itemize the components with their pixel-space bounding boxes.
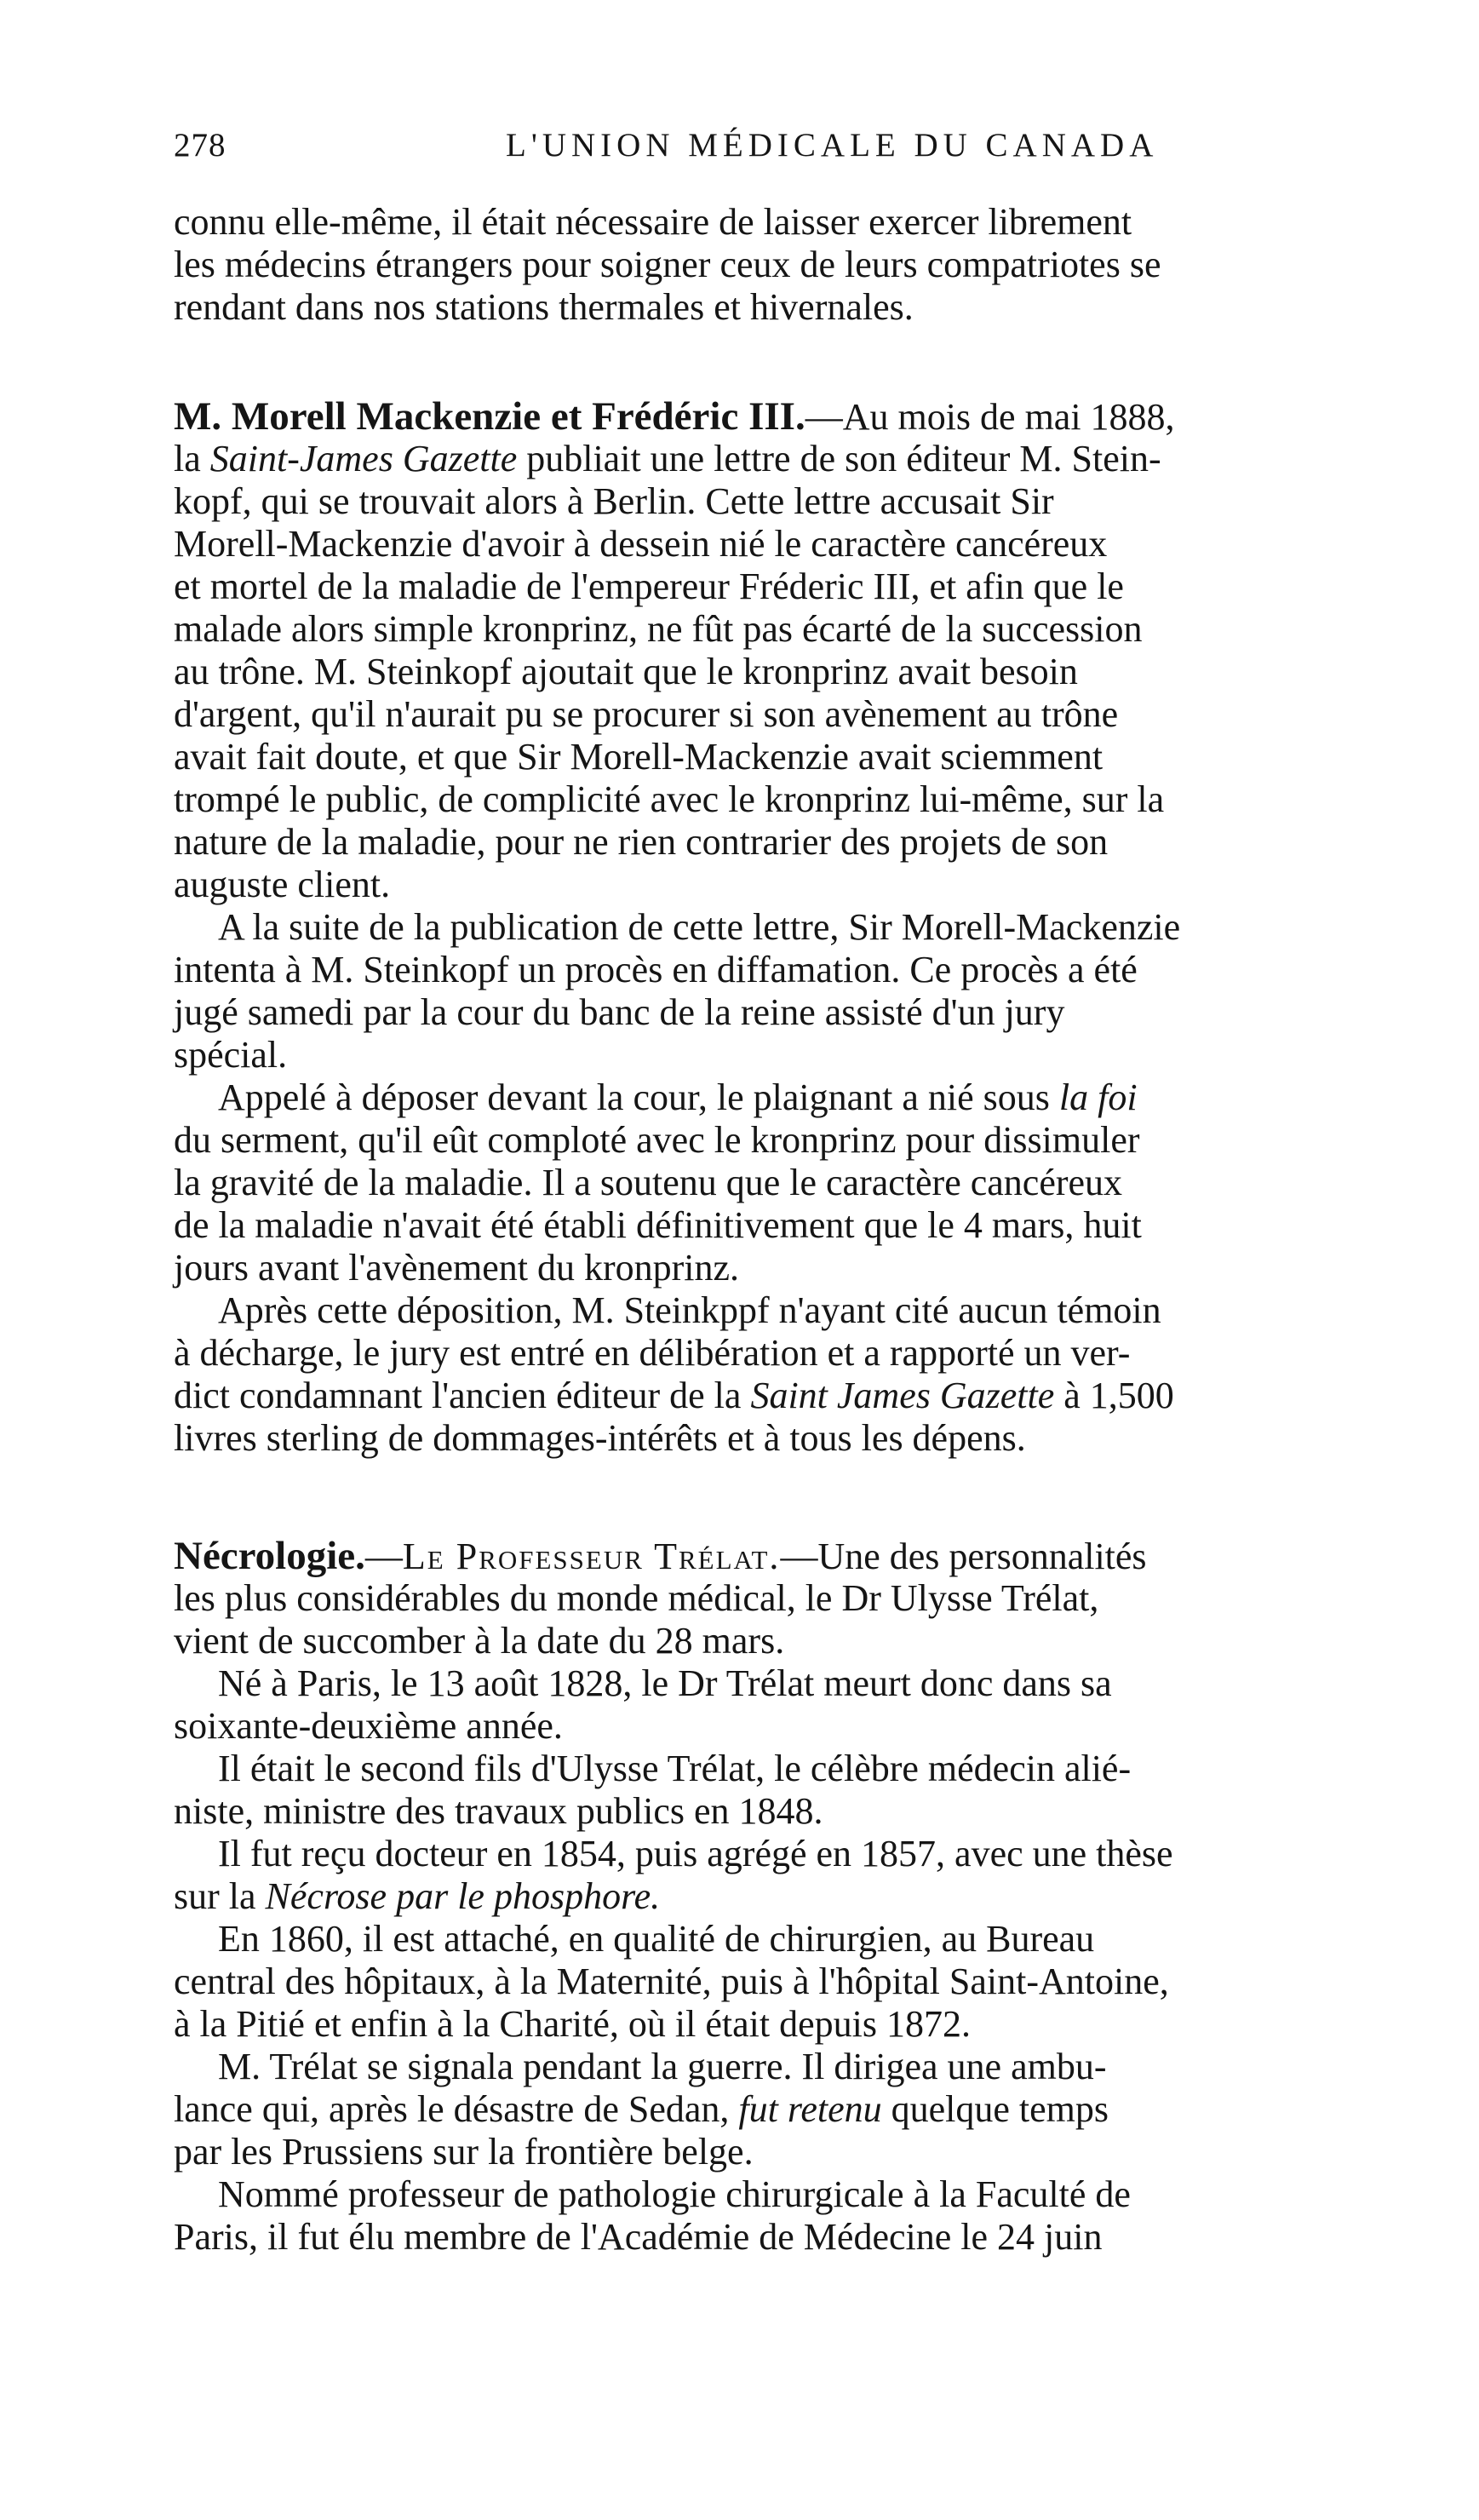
italic-span: fut retenu <box>738 2088 882 2130</box>
text-line <box>174 1375 1451 1417</box>
text-line: Nommé professeur de pathologie chirurgicale à la Faculté de <box>218 2173 1131 2215</box>
text-line: malade alors simple kronprinz, ne fût pas écarté de la succession <box>174 608 1143 650</box>
text-line: spécial. <box>174 1034 288 1076</box>
italic-title: Saint James Gazette <box>750 1375 1055 1416</box>
text-line: la gravité de la maladie. Il a soutenu que le caractère cancéreux <box>174 1162 1123 1203</box>
italic-title: Saint-James Gazette <box>209 438 518 479</box>
intro-paragraph <box>174 201 1451 329</box>
text-line: jours avant l'avènement du kronprinz. <box>174 1247 740 1289</box>
text-line: d'argent, qu'il n'aurait pu se procurer si son avènement au trône <box>174 693 1119 735</box>
text-span: publiait une lettre de son éditeur M. Stein- <box>517 438 1161 479</box>
text-line: niste, ministre des travaux publics en 1848. <box>174 1790 823 1832</box>
text-line: trompé le public, de complicité avec le kronprinz lui-même, sur la <box>174 778 1165 820</box>
section-mackenzie <box>174 395 1451 1460</box>
text-line: vient de succomber à la date du 28 mars. <box>174 1620 785 1662</box>
text-span: dict condamnant l'ancien éditeur de la <box>174 1375 751 1416</box>
text-line: Né à Paris, le 13 août 1828, le Dr Trélat meurt donc dans sa <box>218 1662 1112 1704</box>
text-span: à 1,500 <box>1054 1375 1174 1416</box>
text-line: rendant dans nos stations thermales et hivernales. <box>174 286 914 328</box>
text-line: Il fut reçu docteur en 1854, puis agrégé en 1857, avec une thèse <box>218 1833 1173 1874</box>
text-line: les plus considérables du monde médical, le Dr Ulysse Trélat, <box>174 1577 1099 1619</box>
text-line: du serment, qu'il eût comploté avec le kronprinz pour dissimuler <box>174 1119 1140 1161</box>
text-line: les médecins étrangers pour soigner ceux de leurs compatriotes se <box>174 244 1161 285</box>
section-subheading: Le Professeur Trélat. <box>402 1536 781 1577</box>
italic-title: Nécrose par le phosphore. <box>265 1875 661 1917</box>
text-line: nature de la maladie, pour ne rien contrarier des projets de son <box>174 821 1109 863</box>
text-line: au trône. M. Steinkopf ajoutait que le kronprinz avait besoin <box>174 651 1078 692</box>
text-line: par les Prussiens sur la frontière belge. <box>174 2131 754 2173</box>
text-line <box>174 1875 1451 1918</box>
text-line: auguste client. <box>174 864 391 905</box>
text-span: —Au mois de mai 1888, <box>805 396 1175 438</box>
text-line: Il était le second fils d'Ulysse Trélat, le célèbre médecin alié- <box>218 1748 1132 1789</box>
text-line: à la Pitié et enfin à la Charité, où il était depuis 1872. <box>174 2003 971 2045</box>
text-line: kopf, qui se trouvait alors à Berlin. Cette lettre accusait Sir <box>174 480 1054 522</box>
section-heading-line <box>174 1535 1451 1577</box>
text-line: connu elle-même, il était nécessaire de laisser exercer librement <box>174 201 1132 243</box>
text-line: A la suite de la publication de cette lettre, Sir Morell-Mackenzie <box>218 906 1181 948</box>
text-line <box>174 2088 1451 2131</box>
page-number: 278 <box>174 127 226 164</box>
text-span: quelque temps <box>881 2088 1109 2130</box>
text-line: avait fait doute, et que Sir Morell-Mackenzie avait sciemment <box>174 736 1104 778</box>
section-necrologie <box>174 1535 1451 2259</box>
text-line: central des hôpitaux, à la Maternité, puis à l'hôpital Saint-Antoine, <box>174 1960 1169 2002</box>
journal-title: L'UNION MÉDICALE DU CANADA <box>506 127 1159 164</box>
text-line: Morell-Mackenzie d'avoir à dessein nié le caractère cancéreux <box>174 523 1108 565</box>
text-line: En 1860, il est attaché, en qualité de chirurgien, au Bureau <box>218 1918 1095 1960</box>
text-span: lance qui, après le désastre de Sedan, <box>174 2088 739 2130</box>
document-page <box>174 126 1451 2259</box>
text-line: livres sterling de dommages-intérêts et à tous les dépens. <box>174 1417 1026 1459</box>
section-heading-line <box>174 395 1451 438</box>
text-line: jugé samedi par la cour du banc de la reine assisté d'un jury <box>174 991 1065 1033</box>
italic-span: la foi <box>1058 1076 1138 1118</box>
text-span: —Une des personnalités <box>780 1536 1147 1577</box>
text-span: la <box>174 438 210 479</box>
text-span: — <box>364 1536 403 1577</box>
text-span: sur la <box>174 1875 266 1917</box>
text-line: soixante-deuxième année. <box>174 1705 563 1747</box>
text-span: Appelé à déposer devant la cour, le plaignant a nié sous <box>218 1076 1059 1118</box>
section-heading: Nécrologie. <box>174 1534 365 1578</box>
text-line: de la maladie n'avait été établi définitivement que le 4 mars, huit <box>174 1204 1142 1246</box>
text-line: Paris, il fut élu membre de l'Académie de Médecine le 24 juin <box>174 2216 1103 2258</box>
text-line <box>174 1076 1451 1119</box>
section-heading: M. Morell Mackenzie et Frédéric III. <box>174 394 805 439</box>
running-header <box>174 126 1451 177</box>
text-line: Après cette déposition, M. Steinkppf n'ayant cité aucun témoin <box>218 1289 1161 1331</box>
text-line <box>174 438 1451 480</box>
text-line: et mortel de la maladie de l'empereur Fréderic III, et afin que le <box>174 565 1124 607</box>
text-line: intenta à M. Steinkopf un procès en diffamation. Ce procès a été <box>174 949 1138 990</box>
text-line: à décharge, le jury est entré en délibération et a rapporté un ver- <box>174 1332 1131 1374</box>
text-line: M. Trélat se signala pendant la guerre. Il dirigea une ambu- <box>218 2046 1107 2087</box>
